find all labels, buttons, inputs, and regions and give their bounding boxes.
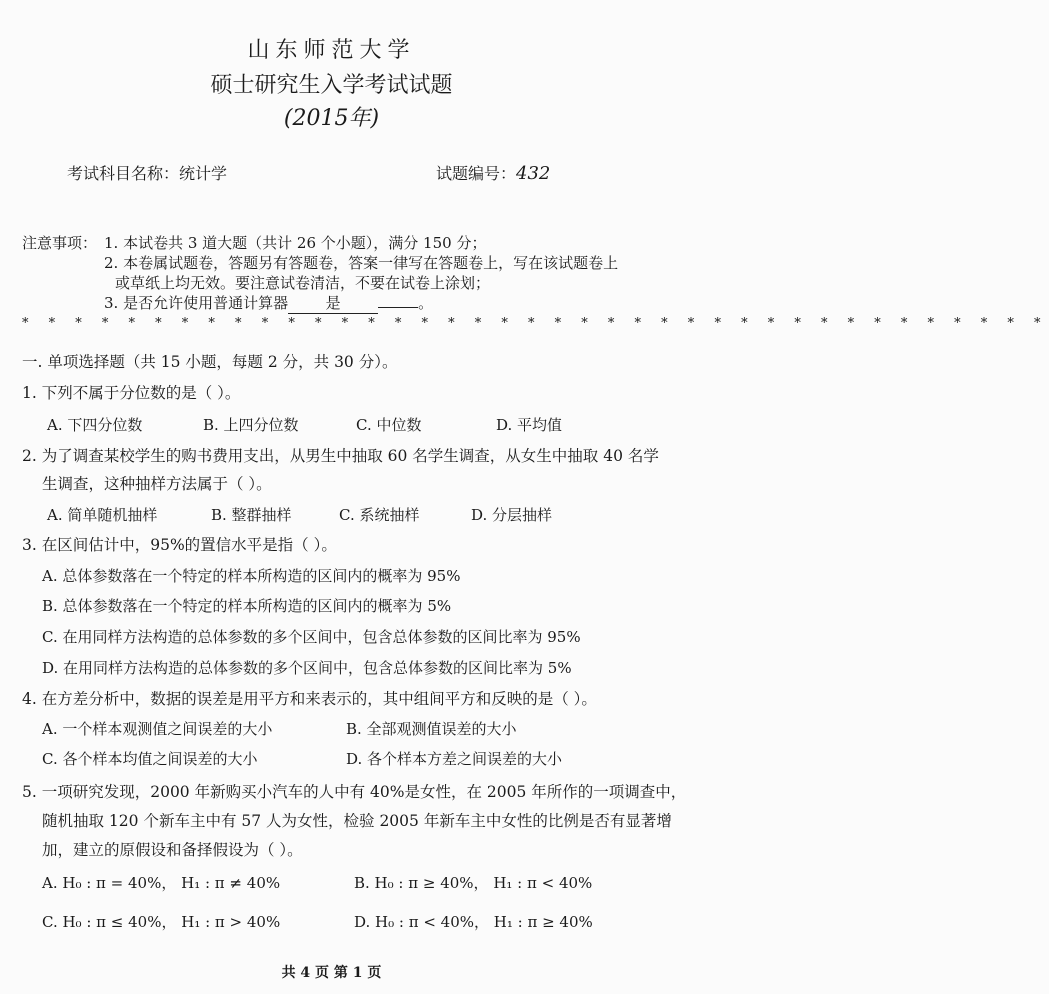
exam-code-value: 432 [516,163,551,184]
question-5-option-d: D. H₀ : π < 40%， H₁ : π ≥ 40% [354,913,593,931]
question-2-stem-line-1: 2. 为了调查某校学生的购书费用支出，从男生中抽取 60 名学生调查，从女生中抽取 40 名学 [22,447,659,465]
exam-code [436,161,550,184]
note-item-2-line-1: 2. 本卷属试题卷，答题另有答题卷，答案一律写在答题卷上，写在该试题卷上 [104,254,619,272]
university-name: 山东师范大学 [247,38,416,63]
question-3-option-c: C. 在用同样方法构造的总体参数的多个区间中，包含总体参数的区间比率为 95% [42,628,581,646]
question-5-stem-line-1: 5. 一项研究发现，2000 年新购买小汽车的人中有 40%是女性，在 2005 年所作的一项调查中， [22,783,687,801]
notes-title: 注意事项： [22,234,98,252]
note-item-1: 1. 本试卷共 3 道大题（共计 26 个小题），满分 150 分； [104,234,487,252]
question-3-stem: 3. 在区间估计中，95%的置信水平是指（ ）。 [22,536,337,554]
question-5-option-c: C. H₀ : π ≤ 40%， H₁ : π > 40% [42,913,281,931]
note-item-3 [104,292,433,314]
question-2-stem-line-2: 生调查，这种抽样方法属于（ ）。 [42,475,272,493]
question-2-option-a: A. 简单随机抽样 [47,506,158,524]
separator-stars: * * * * * * * * * * * * * * * * * * * * * * * * * * * * * * * * * * * * * * * [22,316,1049,331]
question-5-option-a: A. H₀ : π = 40%， H₁ : π ≠ 40% [42,874,281,892]
question-3-option-d: D. 在用同样方法构造的总体参数的多个区间中，包含总体参数的区间比率为 5% [42,659,572,677]
question-3-option-a: A. 总体参数落在一个特定的样本所构造的区间内的概率为 95% [42,567,461,585]
question-4-stem: 4. 在方差分析中，数据的误差是用平方和来表示的，其中组间平方和反映的是（ ）。 [22,690,597,708]
question-4-option-b: B. 全部观测值误差的大小 [346,720,517,738]
question-2-option-b: B. 整群抽样 [211,506,292,524]
exam-code-label: 试题编号： [436,164,517,183]
question-1-option-c: C. 中位数 [356,416,422,434]
question-2-option-d: D. 分层抽样 [471,506,553,524]
note-item-3-text: 3. 是否允许使用普通计算器 [104,294,289,312]
exam-year: (2015年) [283,106,380,131]
section-title: 一. 单项选择题（共 15 小题，每题 2 分，共 30 分）。 [22,353,398,371]
exam-title: 硕士研究生入学考试试题 [210,73,453,98]
question-1-option-b: B. 上四分位数 [203,416,299,434]
question-4-option-d: D. 各个样本方差之间误差的大小 [346,750,563,768]
question-5-stem-line-2: 随机抽取 120 个新车主中有 57 人为女性，检验 2005 年新车主中女性的比例是否有显著增 [42,812,672,830]
question-5-stem-line-3: 加，建立的原假设和备择假设为（ ）。 [42,841,303,859]
question-3-option-b: B. 总体参数落在一个特定的样本所构造的区间内的概率为 5% [42,597,452,615]
calculator-allowed-blank [378,307,418,308]
question-1-option-a: A. 下四分位数 [47,416,143,434]
question-5-option-b: B. H₀ : π ≥ 40%， H₁ : π < 40% [354,874,593,892]
page-footer: 共 4 页 第 1 页 [281,965,382,981]
note-item-3-end: 。 [418,294,434,312]
question-1-stem: 1. 下列不属于分位数的是（ ）。 [22,384,241,402]
subject-name: 考试科目名称：统计学 [67,164,228,183]
question-2-option-c: C. 系统抽样 [339,506,420,524]
calculator-allowed-value: 是 [288,292,378,314]
question-4-option-a: A. 一个样本观测值之间误差的大小 [42,720,273,738]
question-1-option-d: D. 平均值 [496,416,563,434]
note-item-2-line-2: 或草纸上均无效。要注意试卷清洁，不要在试卷上涂划； [115,274,491,292]
question-4-option-c: C. 各个样本均值之间误差的大小 [42,750,258,768]
